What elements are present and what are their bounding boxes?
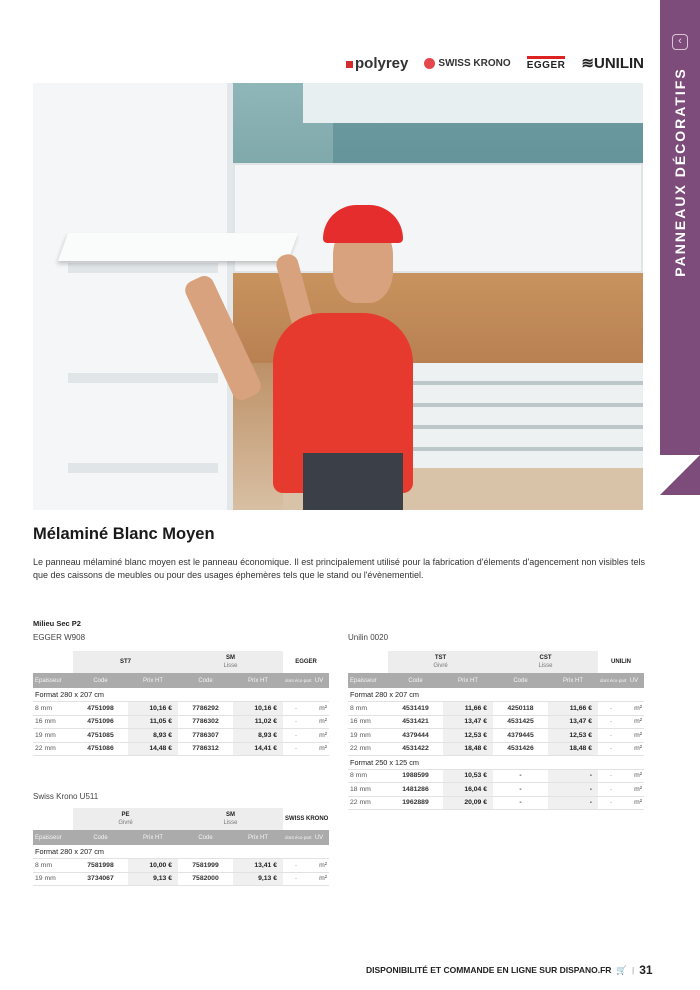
cell-code: 7786292 [178, 702, 233, 716]
cell-code: 4751096 [73, 715, 128, 729]
egger-logo: EGGER [527, 56, 566, 71]
cell-code: 7582000 [178, 872, 233, 886]
cell-unit: m² [624, 783, 644, 797]
group-0 [73, 651, 178, 673]
cell-code: 4531419 [388, 702, 443, 716]
table-row [348, 783, 644, 797]
format-row [348, 688, 644, 702]
footer [366, 963, 653, 977]
cell-code: 4379444 [388, 729, 443, 743]
format-label: Format 280 x 207 cm [348, 688, 644, 702]
format-label: Format 250 x 125 cm [348, 756, 644, 770]
cell-price: 18,48 € [548, 742, 598, 756]
cell-price: 9,13 € [233, 872, 283, 886]
group-name: TST [434, 655, 447, 661]
column-header: dont éco-part [283, 673, 309, 688]
table-row [33, 859, 329, 873]
table-row [348, 715, 644, 729]
cell-price: 10,00 € [128, 859, 178, 873]
hero-photo [33, 83, 643, 510]
cell-eco-part: - [283, 742, 309, 756]
cell-eco-part: - [598, 769, 624, 783]
cell-code: 4751086 [73, 742, 128, 756]
cell-code: 1962889 [388, 796, 443, 810]
cell-thickness: 8 mm [33, 702, 73, 716]
column-header: Prix HT [443, 673, 493, 688]
column-header: Prix HT [128, 830, 178, 845]
group-0 [73, 808, 178, 830]
cell-unit: m² [624, 742, 644, 756]
group-header-row [348, 651, 644, 673]
price-table-unilin [348, 651, 644, 810]
cell-code: 4751098 [73, 702, 128, 716]
column-header-row [33, 830, 329, 845]
format-row [348, 756, 644, 770]
table-egger-label: EGGER W908 [33, 633, 86, 642]
table-row [33, 729, 329, 743]
group-1 [178, 651, 283, 673]
cell-code: 7786307 [178, 729, 233, 743]
group-sub: Lisse [538, 663, 553, 669]
cell-code: 4531425 [493, 715, 548, 729]
group-name: PE [121, 812, 130, 818]
cell-thickness: 22 mm [348, 796, 388, 810]
group-name: SM [226, 655, 236, 661]
cell-unit: m² [309, 715, 329, 729]
table-row [348, 729, 644, 743]
divider: | [632, 965, 635, 975]
cell-price: 10,16 € [128, 702, 178, 716]
column-header: dont éco-part [283, 830, 309, 845]
table-row [348, 769, 644, 783]
spacer [33, 651, 73, 673]
table-row [348, 702, 644, 716]
cell-price: 18,48 € [443, 742, 493, 756]
cell-eco-part: - [598, 729, 624, 743]
page-title: Mélaminé Blanc Moyen [33, 525, 215, 543]
cell-unit: m² [624, 729, 644, 743]
cell-thickness: 19 mm [33, 872, 73, 886]
cell-code: 1988599 [388, 769, 443, 783]
format-row [33, 845, 329, 859]
column-header: Code [493, 673, 548, 688]
cell-thickness: 19 mm [348, 729, 388, 743]
spacer [348, 651, 388, 673]
cell-thickness: 8 mm [348, 702, 388, 716]
cell-code: 4531426 [493, 742, 548, 756]
table-row [348, 742, 644, 756]
group-header-row [33, 808, 329, 830]
brand-logo: UNILIN [611, 659, 632, 665]
side-tab-corner [660, 455, 700, 495]
cell-code: 1481286 [388, 783, 443, 797]
table-row [33, 702, 329, 716]
cell-thickness: 8 mm [33, 859, 73, 873]
column-header: UV [624, 673, 644, 688]
group-sub: Givré [118, 820, 133, 826]
brand-logo: SWISS KRONO [285, 816, 329, 822]
cell-price: 11,66 € [548, 702, 598, 716]
cell-code: 7581998 [73, 859, 128, 873]
cell-price: 10,53 € [443, 769, 493, 783]
column-header: Epaisseur [33, 673, 73, 688]
column-header-row [33, 673, 329, 688]
section-title: Milieu Sec P2 [33, 619, 81, 628]
cell-unit: m² [624, 702, 644, 716]
cell-code: 4531422 [388, 742, 443, 756]
column-header-row [348, 673, 644, 688]
cell-price: 9,13 € [128, 872, 178, 886]
group-name: SM [226, 812, 235, 818]
column-header: Code [178, 830, 233, 845]
price-table-swiss-krono [33, 808, 329, 886]
cell-price: - [548, 769, 598, 783]
table-unilin-label: Unilin 0020 [348, 633, 389, 642]
cell-unit: m² [624, 796, 644, 810]
cell-price: - [548, 796, 598, 810]
column-header: Code [178, 673, 233, 688]
cell-unit: m² [309, 859, 329, 873]
cell-eco-part: - [283, 702, 309, 716]
cell-code: 3734067 [73, 872, 128, 886]
cell-code: 7581999 [178, 859, 233, 873]
table-row [33, 872, 329, 886]
format-label: Format 280 x 207 cm [33, 688, 329, 702]
cell-price: 10,16 € [233, 702, 283, 716]
cell-eco-part: - [598, 702, 624, 716]
cell-price: - [548, 783, 598, 797]
cell-code: 7786312 [178, 742, 233, 756]
cell-price: 20,09 € [443, 796, 493, 810]
cell-code: 4250118 [493, 702, 548, 716]
table-swiss-krono-label: Swiss Krono U511 [33, 792, 99, 801]
format-label: Format 280 x 207 cm [33, 845, 329, 859]
cell-code: 4379445 [493, 729, 548, 743]
table-row [33, 715, 329, 729]
cell-price: 8,93 € [128, 729, 178, 743]
cell-price: 12,53 € [443, 729, 493, 743]
cell-eco-part: - [598, 742, 624, 756]
group-name: ST7 [120, 659, 132, 665]
cell-thickness: 18 mm [348, 783, 388, 797]
column-header: UV [309, 673, 329, 688]
format-row [33, 688, 329, 702]
cell-code: 4531421 [388, 715, 443, 729]
group-sub: Givré [433, 663, 448, 669]
cell-thickness: 22 mm [348, 742, 388, 756]
group-1 [178, 808, 283, 830]
group-name: CST [539, 655, 552, 661]
column-header: Code [388, 673, 443, 688]
cell-eco-part: - [598, 715, 624, 729]
cell-code: - [493, 796, 548, 810]
swiss-krono-logo: SWISS KRONO [424, 58, 510, 69]
cell-price: 8,93 € [233, 729, 283, 743]
column-header: Prix HT [233, 830, 283, 845]
group-sub: Lisse [223, 820, 238, 826]
cell-code: 4751085 [73, 729, 128, 743]
price-table-egger [33, 651, 329, 756]
spacer [33, 808, 73, 830]
cell-price: 13,47 € [548, 715, 598, 729]
group-1 [493, 651, 598, 673]
column-header: Epaisseur [348, 673, 388, 688]
column-header: Epaisseur [33, 830, 73, 845]
intro-paragraph: Le panneau mélaminé blanc moyen est le panneau économique. Il est principalement utilisé pour la fabrication d'élements d'agencement non visibles tels que des caissons de meubles ou pour des usages éphemères tels que le stand ou l'évènementiel. [33, 557, 645, 580]
polyrey-logo: polyrey [346, 55, 408, 72]
cell-code: - [493, 783, 548, 797]
table-row [33, 742, 329, 756]
cell-price: 11,66 € [443, 702, 493, 716]
cell-unit: m² [309, 729, 329, 743]
cell-price: 16,04 € [443, 783, 493, 797]
cell-thickness: 19 mm [33, 729, 73, 743]
column-header: UV [309, 830, 329, 845]
cell-price: 14,48 € [128, 742, 178, 756]
cell-eco-part: - [598, 796, 624, 810]
cell-eco-part: - [283, 715, 309, 729]
group-sub: Lisse [223, 663, 238, 669]
unilin-logo: ≋UNILIN [581, 55, 644, 72]
cell-thickness: 16 mm [348, 715, 388, 729]
brand-logo: EGGER [295, 659, 317, 665]
cell-code: - [493, 769, 548, 783]
column-header: Code [73, 673, 128, 688]
cell-unit: m² [309, 702, 329, 716]
cell-unit: m² [624, 715, 644, 729]
cell-thickness: 22 mm [33, 742, 73, 756]
side-tab-label: PANNEAUX DÉCORATIFS [672, 67, 688, 277]
column-header: Prix HT [548, 673, 598, 688]
footer-text: DISPONIBILITÉ ET COMMANDE EN LIGNE SUR DISPANO.FR [366, 965, 612, 975]
cell-price: 12,53 € [548, 729, 598, 743]
page-number: 31 [639, 963, 653, 977]
cell-price: 13,41 € [233, 859, 283, 873]
column-header: Prix HT [128, 673, 178, 688]
cell-eco-part: - [283, 872, 309, 886]
cell-unit: m² [309, 872, 329, 886]
cell-thickness: 8 mm [348, 769, 388, 783]
cell-unit: m² [309, 742, 329, 756]
column-header: Code [73, 830, 128, 845]
cell-code: 7786302 [178, 715, 233, 729]
group-0 [388, 651, 493, 673]
cell-price: 11,05 € [128, 715, 178, 729]
column-header: dont éco-part [598, 673, 624, 688]
cell-price: 14,41 € [233, 742, 283, 756]
brand-logos [346, 54, 644, 72]
cell-eco-part: - [283, 859, 309, 873]
cell-eco-part: - [598, 783, 624, 797]
cell-eco-part: - [283, 729, 309, 743]
chevron-left-icon[interactable]: ‹ [672, 34, 688, 50]
column-header: Prix HT [233, 673, 283, 688]
cell-price: 13,47 € [443, 715, 493, 729]
cell-unit: m² [624, 769, 644, 783]
table-row [348, 796, 644, 810]
cell-price: 11,02 € [233, 715, 283, 729]
cell-thickness: 16 mm [33, 715, 73, 729]
group-header-row [33, 651, 329, 673]
cart-icon[interactable]: 🛒 [616, 964, 628, 975]
